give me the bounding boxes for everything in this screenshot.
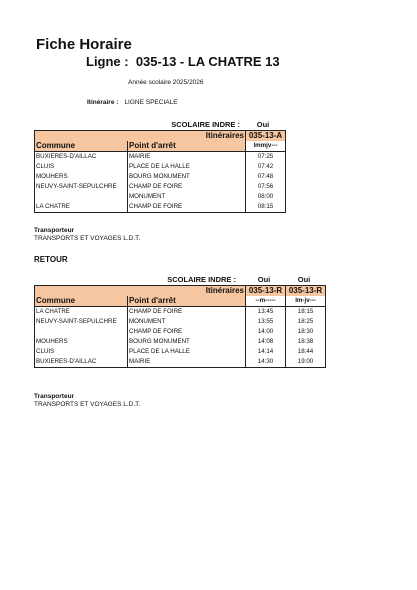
time-cell: 08:00: [246, 192, 286, 202]
stop-cell: CHAMP DE FOIRE: [128, 307, 246, 318]
table-row: [35, 327, 326, 337]
time-cell: 18:44: [286, 347, 326, 357]
commune-cell: NEUVY-SAINT-SEPULCHRE: [35, 317, 128, 327]
time-cell: 14:00: [246, 327, 286, 337]
table-row: [35, 202, 286, 213]
stop-cell: CHAMP DE FOIRE: [128, 327, 246, 337]
commune-cell: LA CHATRE: [35, 307, 128, 318]
aller-col-point: Point d'arrêt: [128, 141, 246, 152]
stop-cell: CHAMP DE FOIRE: [128, 202, 246, 213]
commune-cell: MOUHERS: [35, 172, 128, 182]
aller-code: 035-13-A: [246, 131, 286, 142]
table-row: [35, 307, 326, 318]
time-cell: 13:45: [246, 307, 286, 318]
table-row: [35, 152, 286, 163]
stop-cell: MONUMENT: [128, 317, 246, 327]
retour-scolaire-value-1: Oui: [257, 275, 271, 284]
retour-code-1: 035-13-R: [246, 286, 286, 297]
itinerary-info: [87, 99, 178, 106]
table-row: [35, 162, 286, 172]
commune-cell: NEUVY-SAINT-SEPULCHRE: [35, 182, 128, 192]
transporteur-label: Transporteur: [34, 393, 75, 400]
table-row: [35, 337, 326, 347]
table-row: [35, 192, 286, 202]
retour-col-commune: Commune: [35, 296, 128, 307]
aller-timetable: [34, 130, 286, 213]
time-cell: 07:42: [246, 162, 286, 172]
aller-itineraires-label: Itinéraires: [128, 131, 246, 142]
time-cell: 14:08: [246, 337, 286, 347]
time-cell: 07:56: [246, 182, 286, 192]
aller-scolaire-label: SCOLAIRE INDRE :: [171, 120, 240, 129]
time-cell: 18:38: [286, 337, 326, 347]
commune-cell: CLUIS: [35, 162, 128, 172]
itinerary-value: LIGNE SPECIALE: [124, 99, 178, 106]
stop-cell: BOURG MONUMENT: [128, 337, 246, 347]
aller-col-commune: Commune: [35, 141, 128, 152]
stop-cell: MONUMENT: [128, 192, 246, 202]
time-cell: 19:00: [286, 357, 326, 368]
retour-itineraires-label: Itinéraires: [128, 286, 246, 297]
commune-cell: [35, 192, 128, 202]
aller-scolaire-value: Oui: [256, 120, 270, 129]
time-cell: 07:25: [246, 152, 286, 163]
school-year: Année scolaire 2025/2026: [128, 79, 204, 86]
transporteur-label: Transporteur: [34, 227, 75, 234]
commune-cell: LA CHATRE: [35, 202, 128, 213]
commune-cell: CLUIS: [35, 347, 128, 357]
retour-timetable: [34, 285, 326, 368]
table-row: [35, 347, 326, 357]
table-row: [35, 317, 326, 327]
stop-cell: MAIRIE: [128, 357, 246, 368]
time-cell: 14:14: [246, 347, 286, 357]
retour-days-2: lm-jv---: [286, 296, 326, 307]
time-cell: 18:30: [286, 327, 326, 337]
stop-cell: PLACE DE LA HALLE: [128, 347, 246, 357]
table-row: [35, 172, 286, 182]
commune-cell: BUXIERES-D'AILLAC: [35, 357, 128, 368]
retour-col-point: Point d'arrêt: [128, 296, 246, 307]
table-row: [35, 357, 326, 368]
page-title: Fiche Horaire: [36, 36, 132, 53]
aller-days: lmmjv---: [246, 141, 286, 152]
itinerary-label: Itinéraire :: [87, 99, 119, 106]
stop-cell: CHAMP DE FOIRE: [128, 182, 246, 192]
retour-scolaire-value-2: Oui: [297, 275, 311, 284]
retour-heading: RETOUR: [34, 255, 68, 264]
retour-scolaire-label: SCOLAIRE INDRE :: [167, 275, 236, 284]
commune-cell: [35, 327, 128, 337]
commune-cell: MOUHERS: [35, 337, 128, 347]
time-cell: 18:15: [286, 307, 326, 318]
stop-cell: BOURG MONUMENT: [128, 172, 246, 182]
transporteur-value: TRANSPORTS ET VOYAGES L.D.T.: [34, 235, 141, 242]
commune-cell: BUXIERES-D'AILLAC: [35, 152, 128, 163]
retour-days-1: --m-----: [246, 296, 286, 307]
stop-cell: PLACE DE LA HALLE: [128, 162, 246, 172]
time-cell: 14:30: [246, 357, 286, 368]
time-cell: 08:15: [246, 202, 286, 213]
retour-code-2: 035-13-R: [286, 286, 326, 297]
time-cell: 07:48: [246, 172, 286, 182]
stop-cell: MAIRIE: [128, 152, 246, 163]
time-cell: 13:55: [246, 317, 286, 327]
time-cell: 18:25: [286, 317, 326, 327]
transporteur-value: TRANSPORTS ET VOYAGES L.D.T.: [34, 401, 141, 408]
line-title: Ligne : 035-13 - LA CHATRE 13: [86, 54, 280, 69]
table-row: [35, 182, 286, 192]
